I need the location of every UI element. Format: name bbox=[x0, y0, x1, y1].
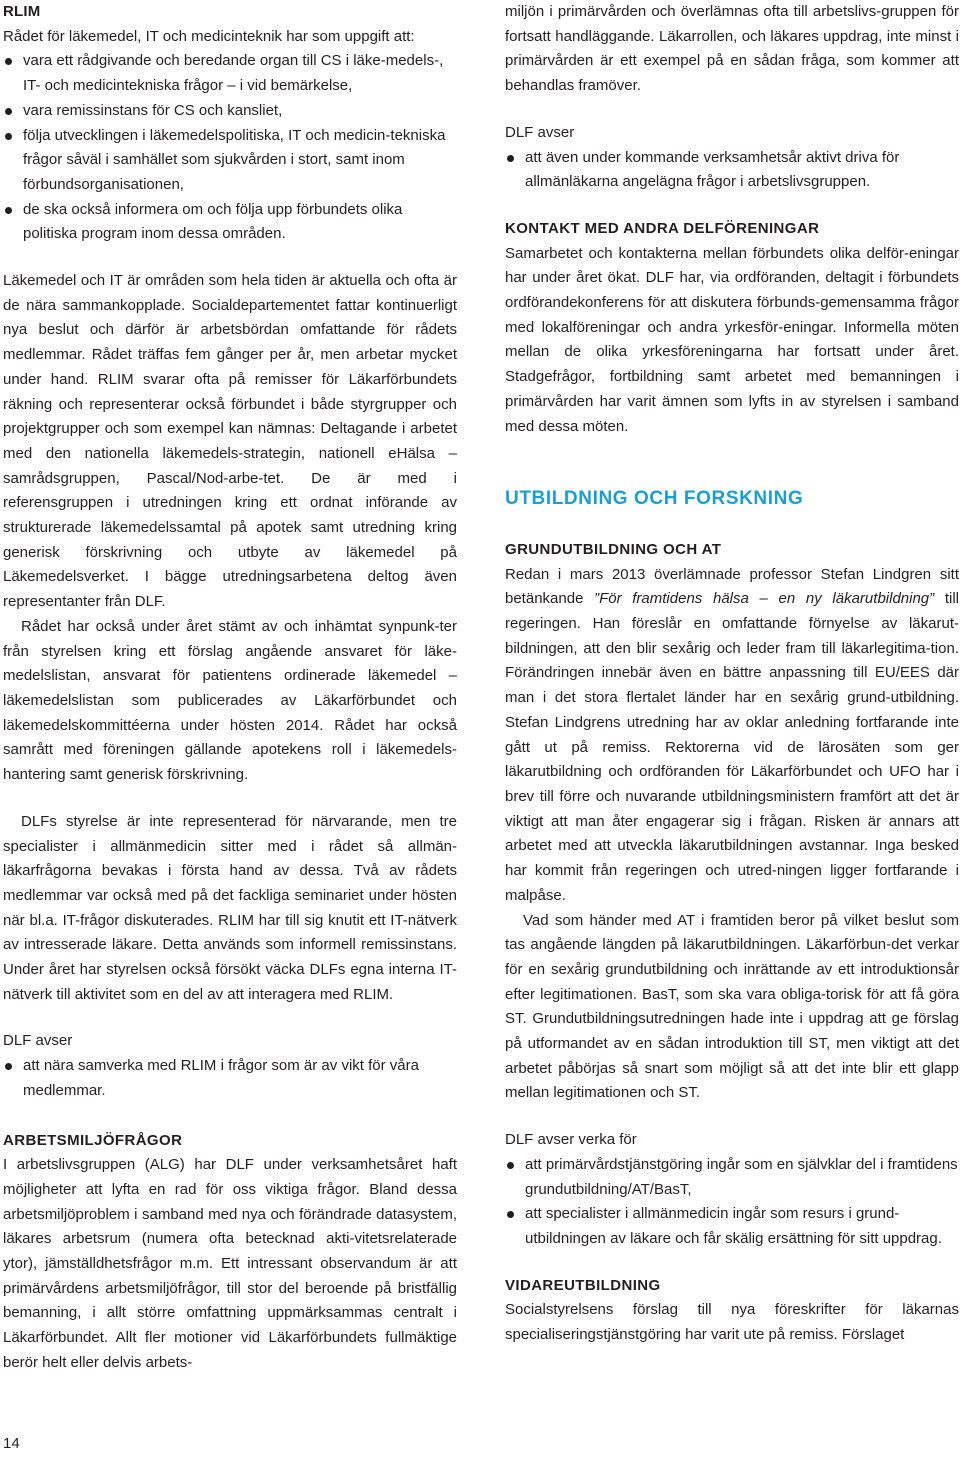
dlf-avser-list bbox=[3, 1054, 457, 1103]
bullet-icon bbox=[507, 1211, 514, 1218]
dlf-verka-label: DLF avser verka för bbox=[505, 1131, 637, 1149]
bullet-icon bbox=[5, 58, 12, 65]
list-item: vara ett rådgivande och beredande organ till CS i läke-medels-, IT- och medicintekniska frågor – i vid bemärkelse, bbox=[3, 49, 457, 98]
dlf-avser-label: DLF avser bbox=[3, 1032, 73, 1050]
kontakt-paragraph: Samarbetet och kontakterna mellan förbundets olika delför-eningar har under året ökat. DLF har, via ordföranden, deltagit i förbundets ordförandekonferens för att diskutera förbunds-gemensamma frågor med lokalföreningar och andra yrkesför-eningar. Informella möten mellan de olika yrkesföreningarna har fortsatt under året. Stadgefrågor, fortbildning samt arbetet med bemanningen i primärvården har varit ämnen som lyfts in av styrelsen i samband med dessa möten. bbox=[505, 244, 959, 435]
report-title: ”För framtidens hälsa – en ny läkarutbildning” bbox=[594, 590, 935, 608]
arbetsmiljo-paragraph: I arbetslivsgruppen (ALG) har DLF under verksamhetsåret haft möjligheter att lyfta en rad för oss viktiga frågor. Bland dessa arbetsmiljöproblem i samband med nya och förändrade datasystem, läkares arbetsrum (numera ofta betecknad akti-vitetsrelaterade ytor), jämställdhetsfrågor m.m. Ett intressant observandum är att primärvårdens arbetsmiljöfrågor, till stor del beroende på bristfällig bemanning, i allt större omfattning uppmärksammas centralt i Läkarförbundet. Allt fler motioner vid Läkarförbundets fullmäktige berör helt eller delvis arbets- bbox=[3, 1156, 457, 1371]
dlf-avser-list bbox=[505, 146, 959, 195]
bullet-icon bbox=[507, 1162, 514, 1169]
list-item: de ska också informera om och följa upp förbundets olika politiska program inom dessa områden. bbox=[3, 198, 457, 247]
list-item: att nära samverka med RLIM i frågor som är av vikt för våra medlemmar. bbox=[3, 1054, 457, 1103]
bullet-icon bbox=[5, 207, 12, 214]
list-item: följa utvecklingen i läkemedelspolitiska, IT och medicin-tekniska frågor såväl i samhället som sjukvården i stort, samt inom förbundsorganisationen, bbox=[3, 124, 457, 198]
list-item: vara remissinstans för CS och kansliet, bbox=[3, 99, 457, 124]
grund-paragraph: Redan i mars 2013 överlämnade professor Stefan Lindgren sitt betänkande ”För framtidens hälsa – en ny läkarutbildning” till regeringen. Han föreslår en omfattande förnyelse av läkarut-bildningen, att den blir sexårig och leder fram till läkarlegitima-tion. Förändringen innebär även en bättre anpassning till EU/EES där man i det stora flertalet länder har en sexårig grund-utbildning. Stefan Lindgrens utredning har av oklar anledning fortfarande inte gått ut på remiss. Rektorerna vid de lärosäten som ger läkarutbildning och ordföranden för Läkarförbundet och UFO har i brev till förre och nuvarande utbildningsministern framfört att det är viktigt att man åter engagerar sig i frågan. Risken är annars att arbetet med att utveckla läkarutbildningen avstannar. Inga besked har kommit från regeringen och utred-ningen ligger fortfarande i malpåse. bbox=[505, 565, 960, 904]
subsection-heading: GRUNDUTBILDNING OCH AT bbox=[505, 540, 722, 558]
dlf-verka-list bbox=[505, 1153, 959, 1252]
right-column bbox=[505, 0, 959, 1348]
bullet-icon bbox=[5, 1063, 12, 1070]
bullet-icon bbox=[507, 155, 514, 162]
vidare-paragraph: Socialstyrelsens förslag till nya föreskrifter för läkarnas specialiseringstjänstgöring har varit ute på remiss. Förslaget bbox=[505, 1301, 959, 1344]
major-section-heading: UTBILDNING OCH FORSKNING bbox=[505, 488, 804, 510]
section-heading: KONTAKT MED ANDRA DELFÖRENINGAR bbox=[505, 219, 820, 237]
left-column bbox=[3, 0, 457, 1376]
bullet-icon bbox=[5, 108, 12, 115]
rlim-paragraph: Läkemedel och IT är områden som hela tiden är aktuella och ofta är de nära sammankopplade. Socialdepartementet fattar kontinuerligt nya beslut och därför är arbetsbördan omfattande för rådets medlemmar. Rådet träffas fem gånger per år, men arbetar mycket under hand. RLIM svarar ofta på remisser för Läkarförbundets räkning och representerar också förbundet i både styrgrupper och projektgrupper och som exempel kan nämnas: Deltagande i arbetet med den nationella läkemedels-strategin, nationell eHälsa – samrådsgruppen, Pascal/Nod-arbe-tet. De är med i referensgruppen i utredningen kring ett ordnat införande av strukturerade läkemedelssamtal på apotek samt utredning kring generisk förskrivning och utbyte av läkemedel på Läkemedelsverket. I bägge utredningsarbetena deltog även representanter från DLF. bbox=[3, 272, 457, 611]
dlf-avser-label: DLF avser bbox=[505, 123, 575, 141]
section-heading: ARBETSMILJÖFRÅGOR bbox=[3, 1131, 183, 1149]
grund-paragraph: Vad som händer med AT i framtiden beror på vilket beslut som tas angående längden på läkarutbildningen. Läkarförbun-det verkar för en sexårig grundutbildning och inrättande av ett introduktionsår efter legitimationen. BasT, som ska vara obliga-torisk för att få göra ST. Grundutbildningsutredningen hade inte i uppdrag att ge förslag på utformandet av en sådan introduktion till ST, men viktigt att det arbetet påbörjas så snart som möjligt så att det inte blir ett glapp mellan legitimationen och ST. bbox=[505, 911, 959, 1102]
page-number: 14 bbox=[3, 1435, 20, 1452]
list-item: att specialister i allmänmedicin ingår som resurs i grund-utbildningen av läkare och får skälig ersättning för sitt uppdrag. bbox=[505, 1202, 959, 1251]
rlim-paragraph: DLFs styrelse är inte representerad för närvarande, men tre specialister i allmänmedicin sitter med i rådet så allmän-läkarfrågorna bevakas i första hand av dessa. Två av rådets medlemmar var också med på det fackliga seminariet under hösten när bl.a. IT-frågor diskuterades. RLIM har till sig knutit ett IT-nätverk av intresserade läkare. Detta används som informell remissinstans. Under året har styrelsen också försökt väcka DLFs egna interna IT-nätverk till aktivitet som en del av att interagera med RLIM. bbox=[3, 812, 457, 1003]
rlim-intro: Rådet för läkemedel, IT och medicinteknik har som uppgift att: bbox=[3, 27, 415, 45]
bullet-icon bbox=[5, 133, 12, 140]
rlim-heading: RLIM bbox=[3, 3, 41, 20]
arbetsmiljo-continued: miljön i primärvården och överlämnas ofta till arbetslivs-gruppen för fortsatt handläggande. Läkarrollen, och läkares uppdrag, inte minst i primärvården är ett exempel på en sådan fråga, som kommer att behandlas framöver. bbox=[505, 3, 959, 95]
list-item: att primärvårdstjänstgöring ingår som en självklar del i framtidens grundutbildning/AT/BasT, bbox=[505, 1153, 959, 1202]
subsection-heading: VIDAREUTBILDNING bbox=[505, 1276, 661, 1294]
rlim-task-list bbox=[3, 49, 457, 247]
list-item: att även under kommande verksamhetsår aktivt driva för allmänläkarna angelägna frågor i arbetslivsgruppen. bbox=[505, 146, 959, 195]
rlim-paragraph: Rådet har också under året stämt av och inhämtat synpunk-ter från styrelsen kring ett förslag angående ansvaret för läke-medelslistan, ansvarat för patientens ordinerade läkemedel – läkemedelslistan som publicerades av Läkarförbundet och läkemedelskommittéerna under hösten 2014. Rådet har också samrått med föreningen gällande apotekens roll i läkemedels-hantering samt generisk förskrivning. bbox=[3, 617, 457, 784]
